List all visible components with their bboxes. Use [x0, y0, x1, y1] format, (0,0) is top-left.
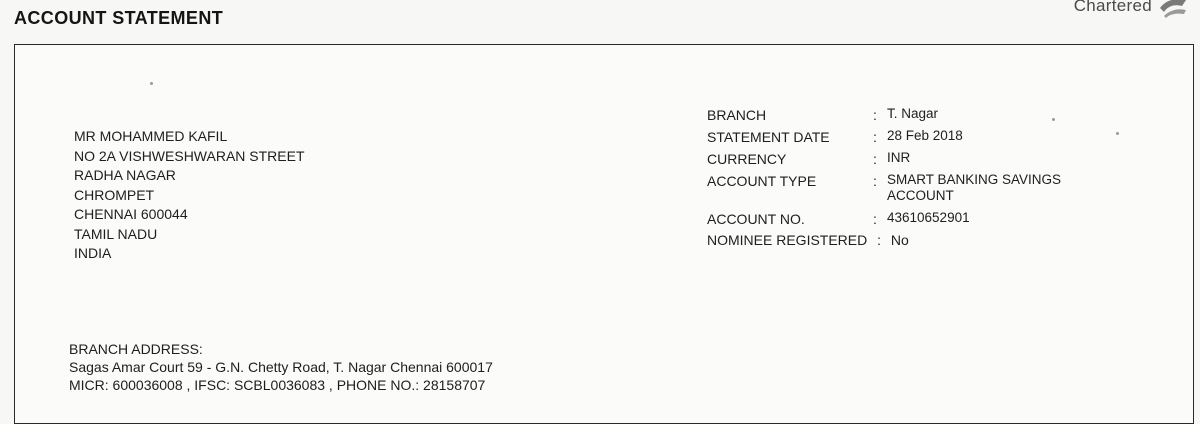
branch-address-heading: BRANCH ADDRESS:	[69, 341, 203, 357]
address-line: CHENNAI 600044	[74, 206, 188, 222]
detail-separator: :	[873, 151, 877, 167]
detail-label: NOMINEE REGISTERED	[707, 232, 868, 248]
branch-address-line: Sagas Amar Court 59 - G.N. Chetty Road, T. Nagar Chennai 600017	[69, 359, 493, 375]
standard-chartered-logo-icon	[1158, 0, 1188, 18]
detail-label: STATEMENT DATE	[707, 129, 830, 145]
detail-label: ACCOUNT NO.	[707, 211, 805, 227]
detail-separator: :	[873, 211, 877, 227]
address-line: INDIA	[74, 245, 112, 261]
detail-label: BRANCH	[707, 107, 767, 123]
currency-value: INR	[887, 150, 911, 165]
branch-address	[69, 340, 493, 394]
brand-name: Chartered	[1073, 0, 1152, 15]
address-line: NO 2A VISHWESHWARAN STREET	[74, 147, 305, 164]
detail-separator: :	[873, 173, 877, 189]
detail-label: CURRENCY	[707, 151, 787, 167]
detail-row-nominee	[707, 232, 915, 248]
bank-logo	[1074, 0, 1188, 18]
address-line: RADHA NAGAR	[74, 167, 176, 183]
page-title: ACCOUNT STATEMENT	[14, 8, 224, 28]
statement-date-value: 28 Feb 2018	[887, 128, 963, 143]
account-number-value: 43610652901	[887, 210, 970, 225]
customer-name: MR MOHAMMED KAFIL	[74, 128, 228, 144]
detail-separator: :	[873, 129, 877, 145]
nominee-value: No	[890, 232, 909, 248]
scan-speck	[150, 82, 153, 85]
detail-separator: :	[873, 107, 877, 123]
customer-address	[74, 127, 305, 264]
scan-speck	[1052, 118, 1055, 121]
branch-value: T. Nagar	[887, 106, 939, 121]
detail-label: ACCOUNT TYPE	[707, 173, 817, 189]
account-type-value: SMART BANKING SAVINGS ACCOUNT	[887, 172, 1062, 203]
detail-separator: :	[877, 232, 882, 248]
address-line: CHROMPET	[74, 186, 155, 203]
branch-contact-line: MICR: 600036008 , IFSC: SCBL0036083 , PHONE NO.: 28158707	[69, 377, 486, 393]
scan-speck	[1116, 132, 1119, 135]
address-line: TAMIL NADU	[74, 225, 158, 242]
